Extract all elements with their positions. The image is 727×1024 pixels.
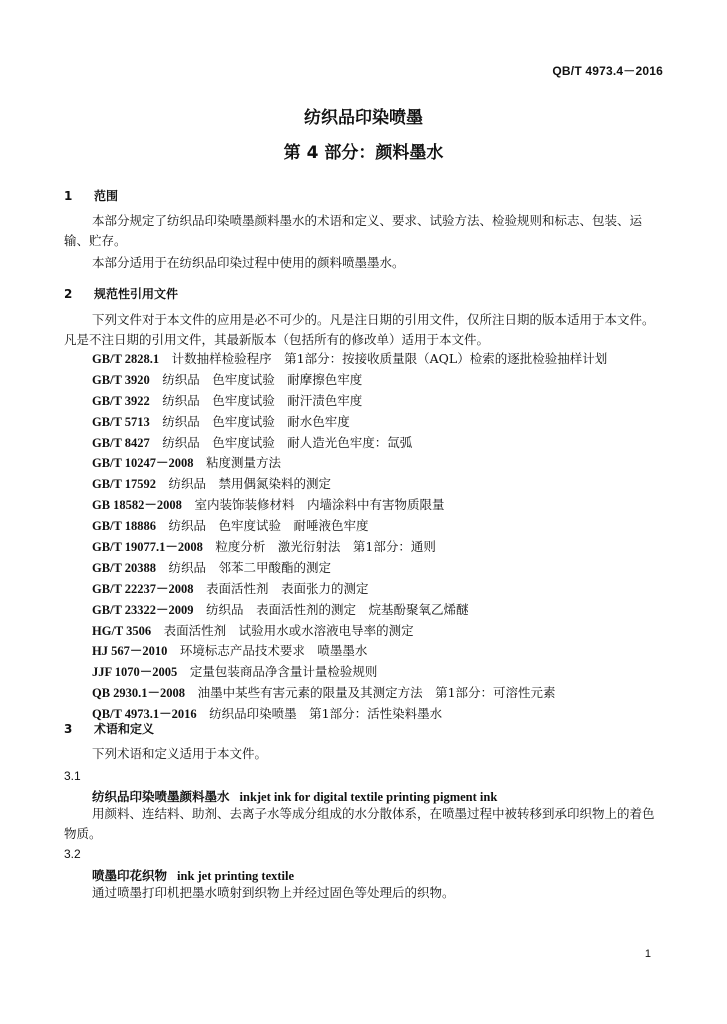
reference-title: 室内装饰装修材料 内墙涂料中有害物质限量 — [194, 497, 445, 513]
reference-code: GB/T 2828.1 — [92, 352, 160, 366]
document-title: 纺织品印染喷墨 — [304, 108, 423, 128]
section-3-heading — [64, 720, 154, 737]
reference-item — [92, 662, 607, 683]
reference-code: GB/T 19077.1－2008 — [92, 540, 203, 555]
term-number: 3.2 — [64, 847, 81, 861]
reference-item — [92, 704, 607, 725]
reference-title: 纺织品印染喷墨 第1部分：活性染料墨水 — [209, 706, 443, 722]
reference-title: 纺织品 色牢度试验 耐水色牢度 — [162, 413, 350, 429]
reference-code: QB/T 4973.1－2016 — [92, 707, 197, 722]
reference-title: 粒度分析 激光衍射法 第1部分：通则 — [215, 539, 436, 555]
reference-item — [92, 474, 607, 495]
reference-code: JJF 1070－2005 — [92, 665, 178, 680]
term-english: ink jet printing textile — [177, 869, 295, 883]
reference-title: 纺织品 表面活性剂的测定 烷基酚聚氧乙烯醚 — [206, 601, 469, 617]
section-2-heading — [64, 285, 178, 302]
reference-code: GB/T 23322－2009 — [92, 602, 194, 617]
reference-code: GB/T 3920 — [92, 372, 150, 387]
section-1-paragraph-2: 本部分适用于在纺织品印染过程中使用的颜料喷墨墨水。 — [92, 255, 405, 270]
reference-item — [92, 391, 607, 412]
section-number: 2 — [64, 287, 73, 301]
reference-title: 表面活性剂 表面张力的测定 — [206, 580, 369, 596]
section-2-intro: 下列文件对于本文件的应用是必不可少的。凡是注日期的引用文件，仅所注日期的版本适用于本文件。凡是不注日期的引用文件，其最新版本（包括所有的修改单）适用于本文件。 — [64, 312, 655, 347]
reference-title: 纺织品 色牢度试验 耐唾液色牢度 — [168, 518, 369, 534]
term-chinese: 喷墨印花织物 — [92, 868, 168, 883]
reference-item — [92, 433, 607, 454]
reference-code: GB/T 18886 — [92, 519, 157, 534]
reference-title: 表面活性剂 试验用水或水溶液电导率的测定 — [163, 622, 414, 638]
reference-item — [92, 641, 607, 662]
reference-code: GB/T 20388 — [92, 560, 157, 575]
reference-item — [92, 558, 607, 579]
section-title: 规范性引用文件 — [94, 287, 179, 301]
term-title — [92, 787, 497, 805]
reference-title: 环境标志产品技术要求 喷墨墨水 — [179, 643, 368, 659]
term-definition: 用颜料、连结料、助剂、去离子水等成分组成的水分散体系，在喷墨过程中被转移到承印织物上的着色物质。 — [64, 806, 655, 841]
section-1-heading — [64, 187, 118, 204]
reference-item — [92, 453, 607, 474]
reference-item — [92, 683, 607, 704]
reference-item — [92, 537, 607, 558]
reference-code: HJ 567－2010 — [92, 644, 168, 659]
reference-title: 纺织品 邻苯二甲酸酯的测定 — [168, 559, 332, 575]
reference-list — [92, 349, 607, 725]
standard-code: QB/T 4973.4－2016 — [552, 64, 663, 78]
reference-title: 油墨中某些有害元素的限量及其测定方法 第1部分：可溶性元素 — [197, 685, 556, 701]
reference-code: GB/T 22237－2008 — [92, 581, 194, 596]
reference-item — [92, 370, 607, 391]
term-number: 3.1 — [64, 769, 81, 783]
reference-code: GB/T 3922 — [92, 393, 150, 408]
reference-item — [92, 516, 607, 537]
reference-code: HG/T 3506 — [92, 623, 152, 638]
reference-item — [92, 621, 607, 642]
reference-title: 纺织品 禁用偶氮染料的测定 — [168, 476, 332, 492]
reference-title: 纺织品 色牢度试验 耐人造光色牢度：氙弧 — [162, 434, 413, 450]
section-title: 范围 — [94, 189, 119, 203]
section-number: 3 — [64, 722, 73, 736]
reference-item — [92, 412, 607, 433]
term-title — [92, 866, 294, 884]
term-definition: 通过喷墨打印机把墨水喷射到织物上并经过固色等处理后的织物。 — [92, 885, 455, 900]
page-number: 1 — [644, 948, 651, 960]
document-subtitle: 第 4 部分：颜料墨水 — [283, 143, 444, 163]
reference-code: QB 2930.1－2008 — [92, 686, 186, 701]
reference-code: GB 18582－2008 — [92, 498, 182, 513]
reference-item — [92, 600, 607, 621]
reference-title: 纺织品 色牢度试验 耐汗渍色牢度 — [162, 392, 363, 408]
section-3-intro: 下列术语和定义适用于本文件。 — [92, 746, 268, 761]
reference-item — [92, 579, 607, 600]
term-chinese: 纺织品印染喷墨颜料墨水 — [92, 789, 230, 804]
section-title: 术语和定义 — [94, 722, 155, 736]
reference-code: GB/T 10247－2008 — [92, 456, 194, 471]
section-1-paragraph-1: 本部分规定了纺织品印染喷墨颜料墨水的术语和定义、要求、试验方法、检验规则和标志、包装、运输、贮存。 — [64, 213, 643, 248]
reference-title: 纺织品 色牢度试验 耐摩擦色牢度 — [162, 371, 363, 387]
reference-code: GB/T 5713 — [92, 414, 150, 429]
reference-code: GB/T 8427 — [92, 435, 150, 450]
reference-item — [92, 495, 607, 516]
reference-title: 粘度测量方法 — [206, 455, 282, 471]
reference-item — [92, 349, 607, 370]
term-english: inkjet ink for digital textile printing pigment ink — [239, 790, 498, 804]
section-number: 1 — [64, 189, 73, 203]
reference-title: 计数抽样检验程序 第1部分：按接收质量限（AQL）检索的逐批检验抽样计划 — [171, 351, 608, 366]
reference-code: GB/T 17592 — [92, 477, 157, 492]
reference-title: 定量包装商品净含量计量检验规则 — [189, 664, 378, 680]
